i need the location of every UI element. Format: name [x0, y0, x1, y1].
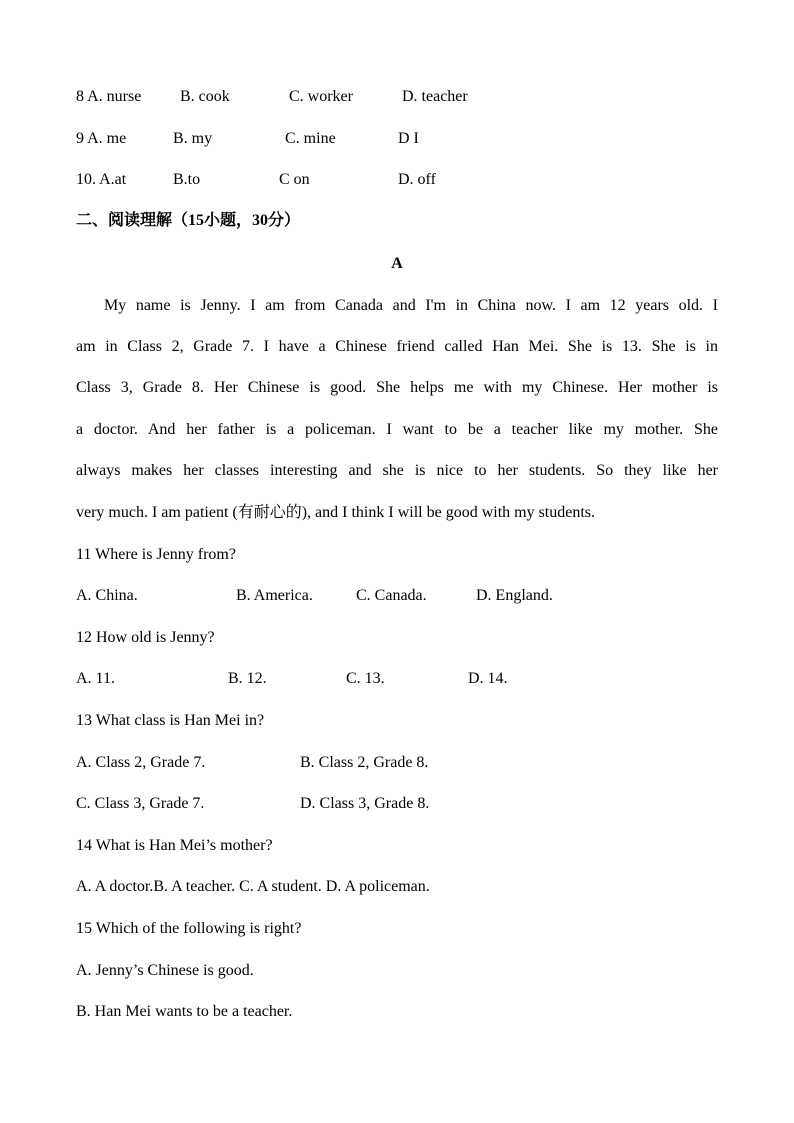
option-9c: C. mine: [285, 130, 336, 147]
option-10c: C on: [279, 171, 310, 188]
option-9d: D I: [398, 130, 419, 147]
option-13c: C. Class 3, Grade 7.: [76, 795, 205, 812]
option-10b: B.to: [173, 171, 201, 188]
option-12d: D. 14.: [468, 670, 508, 687]
passage-title: A: [391, 255, 403, 272]
passage-line: a doctor. And her father is a policeman. I want to be a teacher like my mother. She: [76, 421, 718, 438]
question-stem: 15 Which of the following is right?: [76, 920, 302, 937]
passage-line: always makes her classes interesting and she is nice to her students. So they like her: [76, 462, 718, 479]
passage-line: My name is Jenny. I am from Canada and I'm in China now. I am 12 years old. I: [104, 297, 718, 314]
option-12b: B. 12.: [228, 670, 267, 687]
option-8c: C. worker: [289, 88, 353, 105]
option-11d: D. England.: [476, 587, 553, 604]
option-8a: 8 A. nurse: [76, 88, 142, 105]
option-10d: D. off: [398, 171, 436, 188]
passage-line: am in Class 2, Grade 7. I have a Chinese friend called Han Mei. She is 13. She is in: [76, 338, 718, 355]
option-9a: 9 A. me: [76, 130, 127, 147]
question-stem: 11 Where is Jenny from?: [76, 546, 236, 563]
option-11c: C. Canada.: [356, 587, 427, 604]
option-12c: C. 13.: [346, 670, 385, 687]
question-options: A. A doctor.B. A teacher. C. A student. D. A policeman.: [76, 878, 430, 895]
option-11b: B. America.: [236, 587, 313, 604]
question-stem: 12 How old is Jenny?: [76, 629, 215, 646]
option-8b: B. cook: [180, 88, 230, 105]
passage-line: Class 3, Grade 8. Her Chinese is good. She helps me with my Chinese. Her mother is: [76, 379, 718, 396]
option-13a: A. Class 2, Grade 7.: [76, 754, 206, 771]
option-10a: 10. A.at: [76, 171, 127, 188]
question-stem: 13 What class is Han Mei in?: [76, 712, 265, 729]
section-heading: 二、阅读理解（15小题，30分）: [76, 212, 301, 229]
option-15b: B. Han Mei wants to be a teacher.: [76, 1003, 293, 1020]
option-15a: A. Jenny’s Chinese is good.: [76, 962, 254, 979]
option-11a: A. China.: [76, 587, 138, 604]
question-stem: 14 What is Han Mei’s mother?: [76, 837, 273, 854]
option-12a: A. 11.: [76, 670, 115, 687]
option-13b: B. Class 2, Grade 8.: [300, 754, 429, 771]
option-9b: B. my: [173, 130, 213, 147]
option-13d: D. Class 3, Grade 8.: [300, 795, 430, 812]
option-8d: D. teacher: [402, 88, 468, 105]
passage-line: very much. I am patient (有耐心的), and I think I will be good with my students.: [76, 504, 596, 521]
